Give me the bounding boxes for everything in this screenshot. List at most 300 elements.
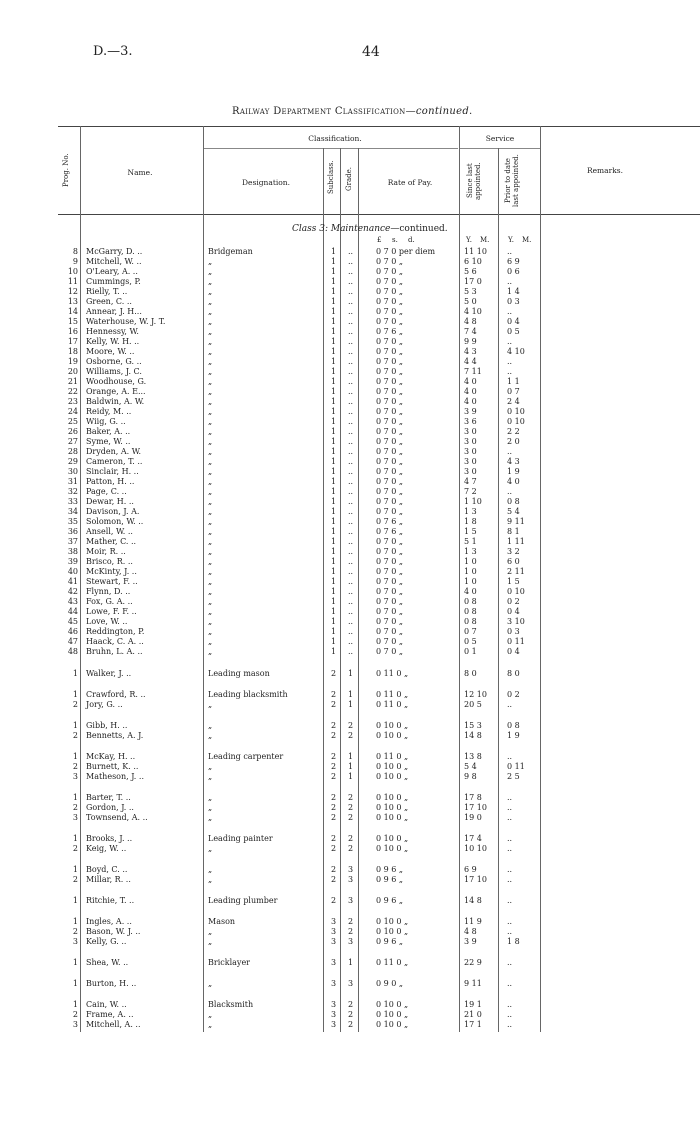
since-last-cell: 3 0: [464, 467, 477, 476]
name-cell: Page, C. ..: [86, 487, 127, 496]
subclass-cell: 2: [331, 803, 337, 812]
prog-no-cell: 14: [67, 307, 78, 316]
prior-to-date-cell: ..: [507, 277, 513, 286]
prog-no-cell: 26: [67, 427, 78, 436]
since-last-cell: 0 1: [464, 647, 477, 656]
rate-cell: 0 11 0 „: [376, 700, 409, 709]
grade-cell: ..: [348, 377, 354, 386]
table-row: [0, 567, 700, 577]
prog-no-cell: 3: [72, 772, 78, 781]
designation-cell: „: [208, 607, 213, 616]
table-row: [0, 752, 700, 762]
prior-to-date-cell: ..: [507, 917, 513, 926]
rate-cell: 0 7 0 „: [376, 587, 404, 596]
subclass-cell: 2: [331, 813, 337, 822]
grade-cell: ..: [348, 457, 354, 466]
prior-to-date-cell: ..: [507, 700, 513, 709]
page-number: 44: [362, 44, 380, 60]
designation-cell: „: [208, 487, 213, 496]
prior-to-date-cell: 0 4: [507, 607, 520, 616]
subclass-cell: 1: [331, 647, 337, 656]
prog-no-cell: 28: [67, 447, 78, 456]
rate-cell: 0 7 0 „: [376, 597, 404, 606]
rate-cell: 0 7 0 „: [376, 477, 404, 486]
table-row: [0, 917, 700, 927]
designation-cell: „: [208, 577, 213, 586]
prior-to-date-cell: ..: [507, 307, 513, 316]
rate-cell: 0 7 0 „: [376, 647, 404, 656]
grade-cell: 3: [348, 937, 354, 946]
prog-no-header: Prog. No.: [62, 153, 70, 187]
section-title-main: Class 3: Maintenance: [292, 224, 391, 234]
subclass-cell: 1: [331, 377, 337, 386]
name-cell: Shea, W. ..: [86, 958, 129, 967]
name-cell: Dewar, H. ..: [86, 497, 134, 506]
since-last-cell: 3 0: [464, 457, 477, 466]
table-row: [0, 865, 700, 875]
designation-cell: „: [208, 357, 213, 366]
subclass-cell: 1: [331, 247, 337, 256]
name-cell: Reidy, M. ..: [86, 407, 132, 416]
prog-no-cell: 33: [67, 497, 78, 506]
name-cell: Green, C. ..: [86, 297, 132, 306]
grade-cell: ..: [348, 507, 354, 516]
since-last-cell: 4 3: [464, 347, 477, 356]
subclass-cell: 3: [331, 917, 337, 926]
since-last-cell: 11 10: [464, 247, 487, 256]
table-row: [0, 627, 700, 637]
since-last-cell: 1 5: [464, 527, 477, 536]
since-last-header: Since last appointed.: [466, 162, 482, 200]
table-row: [0, 896, 700, 906]
since-last-cell: 11 9: [464, 917, 482, 926]
subclass-cell: 1: [331, 407, 337, 416]
grade-cell: ..: [348, 627, 354, 636]
prior-to-date-cell: 1 5: [507, 577, 520, 586]
subclass-cell: 3: [331, 979, 337, 988]
prog-no-cell: 43: [67, 597, 78, 606]
grade-cell: ..: [348, 277, 354, 286]
grade-cell: 2: [348, 1020, 354, 1029]
prior-to-date-cell: 0 10: [507, 417, 525, 426]
grade-cell: ..: [348, 617, 354, 626]
grade-cell: ..: [348, 327, 354, 336]
prior-to-date-cell: 6 0: [507, 557, 520, 566]
name-cell: Wiig, G. ..: [86, 417, 126, 426]
prog-no-cell: 2: [72, 927, 78, 936]
prog-no-cell: 47: [67, 637, 78, 646]
name-cell: Mather, C. ..: [86, 537, 137, 546]
grade-cell: ..: [348, 247, 354, 256]
designation-cell: „: [208, 762, 213, 771]
prog-no-cell: 24: [67, 407, 78, 416]
rate-cell: 0 7 0 „: [376, 547, 404, 556]
prior-to-date-cell: 4 10: [507, 347, 525, 356]
since-last-cell: 17 10: [464, 803, 487, 812]
since-last-cell: 9 8: [464, 772, 477, 781]
prior-to-date-cell: ..: [507, 793, 513, 802]
since-last-cell: 20 5: [464, 700, 482, 709]
table-row: [0, 307, 700, 317]
prior-to-date-cell: ..: [507, 1010, 513, 1019]
section-title: [292, 224, 448, 234]
name-cell: Cameron, T. ..: [86, 457, 143, 466]
rate-cell: 0 7 0 „: [376, 507, 404, 516]
since-last-cell: 9 9: [464, 337, 477, 346]
name-cell: Bason, W. J. ..: [86, 927, 141, 936]
rate-cell: 0 7 0 „: [376, 567, 404, 576]
table-row: [0, 617, 700, 627]
designation-cell: „: [208, 844, 213, 853]
table-row: [0, 637, 700, 647]
designation-cell: „: [208, 287, 213, 296]
table-row: [0, 772, 700, 782]
prog-no-cell: 40: [67, 567, 78, 576]
subclass-cell: 1: [331, 307, 337, 316]
since-last-cell: 17 0: [464, 277, 482, 286]
table-row: [0, 417, 700, 427]
name-cell: Townsend, A. ..: [86, 813, 148, 822]
prior-to-date-cell: 4 0: [507, 477, 520, 486]
grade-cell: ..: [348, 257, 354, 266]
table-row: [0, 875, 700, 885]
rate-cell: 0 11 0 „: [376, 669, 409, 678]
prior-to-date-cell: 3 10: [507, 617, 525, 626]
designation-cell: „: [208, 397, 213, 406]
grade-cell: ..: [348, 407, 354, 416]
prior-to-date-cell: 0 7: [507, 387, 520, 396]
prior-to-date-cell: ..: [507, 487, 513, 496]
prior-to-date-cell: 2 11: [507, 567, 525, 576]
prog-no-cell: 45: [67, 617, 78, 626]
designation-cell: „: [208, 507, 213, 516]
table-row: [0, 457, 700, 467]
prog-no-cell: 2: [72, 844, 78, 853]
rate-cell: 0 10 0 „: [376, 813, 409, 822]
since-last-cell: 5 1: [464, 537, 477, 546]
since-last-cell: 3 0: [464, 427, 477, 436]
grade-cell: ..: [348, 517, 354, 526]
since-last-cell: 1 0: [464, 557, 477, 566]
prior-to-date-cell: 2 4: [507, 397, 520, 406]
grade-cell: 1: [348, 752, 354, 761]
prior-to-date-cell: 5 4: [507, 507, 520, 516]
prior-to-date-cell: 3 2: [507, 547, 520, 556]
name-cell: Baker, A. ..: [86, 427, 131, 436]
subclass-cell: 1: [331, 317, 337, 326]
prior-to-date-cell: 0 3: [507, 297, 520, 306]
subclass-cell: 1: [331, 527, 337, 536]
grade-cell: 1: [348, 772, 354, 781]
name-cell: Fox, G. A. ..: [86, 597, 133, 606]
table-row: [0, 397, 700, 407]
table-row: [0, 700, 700, 710]
rate-cell: 0 9 6 „: [376, 875, 404, 884]
rate-cell: 0 7 0 „: [376, 427, 404, 436]
table-row: [0, 327, 700, 337]
rate-cell: 0 9 6 „: [376, 896, 404, 905]
prog-no-cell: 23: [67, 397, 78, 406]
designation-cell: „: [208, 937, 213, 946]
grade-cell: ..: [348, 427, 354, 436]
since-last-cell: 15 3: [464, 721, 482, 730]
prior-to-date-cell: ..: [507, 247, 513, 256]
rate-cell: 0 7 0 „: [376, 637, 404, 646]
table-row: [0, 377, 700, 387]
subclass-cell: 3: [331, 937, 337, 946]
prog-no-cell: 36: [67, 527, 78, 536]
designation-cell: „: [208, 337, 213, 346]
table-row: [0, 937, 700, 947]
subclass-cell: 1: [331, 577, 337, 586]
subclass-cell: 1: [331, 597, 337, 606]
since-last-cell: 4 0: [464, 387, 477, 396]
subclass-cell: 1: [331, 447, 337, 456]
grade-cell: ..: [348, 297, 354, 306]
rate-cell: 0 10 0 „: [376, 772, 409, 781]
prog-no-cell: 1: [72, 669, 78, 678]
since-last-cell: 14 8: [464, 731, 482, 740]
grade-cell: 3: [348, 865, 354, 874]
prog-no-cell: 3: [72, 813, 78, 822]
since-last-cell: 19 0: [464, 813, 482, 822]
name-cell: McKay, H. ..: [86, 752, 136, 761]
rate-cell: 0 7 0 „: [376, 437, 404, 446]
name-cell: Woodhouse, G.: [86, 377, 147, 386]
table-row: [0, 597, 700, 607]
name-cell: Patton, H. ..: [86, 477, 135, 486]
table-row: [0, 547, 700, 557]
since-last-cell: 5 3: [464, 287, 477, 296]
name-cell: Davison, J. A.: [86, 507, 140, 516]
prior-to-date-cell: 0 11: [507, 637, 525, 646]
prog-no-cell: 3: [72, 1020, 78, 1029]
rate-cell: 0 7 0 „: [376, 617, 404, 626]
prog-no-cell: 11: [67, 277, 78, 286]
since-last-cell: 4 8: [464, 317, 477, 326]
unit-pence: d.: [408, 236, 415, 244]
prior-to-date-cell: ..: [507, 447, 513, 456]
name-cell: Lowe, F. F. ..: [86, 607, 137, 616]
grade-cell: ..: [348, 597, 354, 606]
designation-cell: Bricklayer: [208, 958, 250, 967]
subclass-cell: 1: [331, 607, 337, 616]
since-last-cell: 17 4: [464, 834, 482, 843]
since-last-cell: 1 10: [464, 497, 482, 506]
table-row: [0, 387, 700, 397]
name-cell: Orange, A. E...: [86, 387, 146, 396]
prog-no-cell: 27: [67, 437, 78, 446]
grade-cell: 3: [348, 875, 354, 884]
since-last-cell: 8 0: [464, 669, 477, 678]
since-last-cell: 22 9: [464, 958, 482, 967]
name-cell: Gibb, H. ..: [86, 721, 128, 730]
grade-cell: 1: [348, 958, 354, 967]
name-cell: Kelly, W. H. ..: [86, 337, 140, 346]
name-cell: Rielly, T. ..: [86, 287, 128, 296]
rate-cell: 0 7 0 „: [376, 497, 404, 506]
name-cell: Bruhn, L. A. ..: [86, 647, 143, 656]
subclass-cell: 2: [331, 762, 337, 771]
name-cell: Syme, W. ..: [86, 437, 131, 446]
since-last-cell: 4 10: [464, 307, 482, 316]
table-title-main: Railway Department Classification: [232, 106, 406, 117]
prog-no-cell: 1: [72, 834, 78, 843]
prog-no-cell: 1: [72, 865, 78, 874]
designation-cell: „: [208, 457, 213, 466]
name-cell: Walker, J. ..: [86, 669, 132, 678]
prog-no-cell: 17: [67, 337, 78, 346]
subclass-cell: 1: [331, 427, 337, 436]
prior-to-date-cell: 0 2: [507, 597, 520, 606]
designation-cell: „: [208, 277, 213, 286]
designation-cell: Mason: [208, 917, 236, 926]
remarks-header: Remarks.: [586, 166, 624, 175]
since-last-cell: 3 6: [464, 417, 477, 426]
designation-cell: „: [208, 447, 213, 456]
grade-cell: ..: [348, 287, 354, 296]
rate-cell: 0 10 0 „: [376, 793, 409, 802]
rate-cell: 0 10 0 „: [376, 834, 409, 843]
rate-cell: 0 7 0 „: [376, 357, 404, 366]
grade-cell: ..: [348, 637, 354, 646]
since-last-cell: 5 6: [464, 267, 477, 276]
rate-of-pay-header: Rate of Pay.: [387, 178, 433, 187]
subclass-cell: 1: [331, 357, 337, 366]
prog-no-cell: 1: [72, 917, 78, 926]
rate-cell: 0 7 0 „: [376, 317, 404, 326]
table-row: [0, 407, 700, 417]
since-last-cell: 7 4: [464, 327, 477, 336]
rate-cell: 0 7 0 „: [376, 457, 404, 466]
table-row: [0, 257, 700, 267]
prog-no-cell: 48: [67, 647, 78, 656]
prog-no-cell: 32: [67, 487, 78, 496]
grade-cell: ..: [348, 447, 354, 456]
subclass-header: Subclass.: [327, 160, 335, 194]
prior-to-date-cell: 2 5: [507, 772, 520, 781]
subclass-cell: 1: [331, 437, 337, 446]
rate-cell: 0 7 0 „: [376, 417, 404, 426]
table-row: [0, 762, 700, 772]
subclass-cell: 1: [331, 287, 337, 296]
rate-cell: 0 10 0 „: [376, 1010, 409, 1019]
since-last-cell: 1 0: [464, 567, 477, 576]
name-cell: Cain, W. ..: [86, 1000, 127, 1009]
prior-to-date-cell: ..: [507, 834, 513, 843]
prog-no-cell: 8: [72, 247, 78, 256]
prior-to-date-cell: 0 4: [507, 647, 520, 656]
prior-to-date-cell: 8 0: [507, 669, 520, 678]
grade-cell: ..: [348, 587, 354, 596]
name-cell: Gordon, J. ..: [86, 803, 134, 812]
name-cell: Kelly, G. ..: [86, 937, 127, 946]
prog-no-cell: 35: [67, 517, 78, 526]
prog-no-cell: 21: [67, 377, 78, 386]
since-last-cell: 0 7: [464, 627, 477, 636]
prior-to-date-cell: 1 9: [507, 467, 520, 476]
prior-to-date-cell: 1 8: [507, 937, 520, 946]
designation-cell: Leading blacksmith: [208, 690, 288, 699]
since-last-cell: 0 8: [464, 617, 477, 626]
prior-to-date-cell: 6 9: [507, 257, 520, 266]
subclass-cell: 3: [331, 1000, 337, 1009]
prog-no-cell: 44: [67, 607, 78, 616]
prog-no-cell: 13: [67, 297, 78, 306]
name-cell: Brooks, J. ..: [86, 834, 133, 843]
prog-no-cell: 2: [72, 700, 78, 709]
grade-cell: 2: [348, 813, 354, 822]
subclass-cell: 3: [331, 1010, 337, 1019]
subclass-cell: 1: [331, 347, 337, 356]
subclass-cell: 1: [331, 627, 337, 636]
prior-to-date-cell: ..: [507, 337, 513, 346]
subclass-cell: 1: [331, 477, 337, 486]
since-last-cell: 10 10: [464, 844, 487, 853]
grade-cell: ..: [348, 317, 354, 326]
prior-to-date-cell: ..: [507, 875, 513, 884]
subclass-cell: 1: [331, 537, 337, 546]
rate-cell: 0 7 6 „: [376, 517, 404, 526]
name-cell: Burton, H. ..: [86, 979, 137, 988]
subclass-cell: 2: [331, 834, 337, 843]
rate-cell: 0 9 6 „: [376, 865, 404, 874]
subclass-cell: 1: [331, 337, 337, 346]
table-row: [0, 1000, 700, 1010]
table-row: [0, 607, 700, 617]
prog-no-cell: 37: [67, 537, 78, 546]
prior-to-date-cell: ..: [507, 752, 513, 761]
subclass-cell: 3: [331, 1020, 337, 1029]
prior-to-date-cell: 0 8: [507, 497, 520, 506]
grade-cell: ..: [348, 647, 354, 656]
prog-no-cell: 1: [72, 979, 78, 988]
unit-shillings: s.: [392, 236, 398, 244]
table-row: [0, 527, 700, 537]
prog-no-cell: 16: [67, 327, 78, 336]
table-row: [0, 1010, 700, 1020]
since-last-cell: 3 9: [464, 937, 477, 946]
prior-to-date-cell: 0 11: [507, 762, 525, 771]
subclass-cell: 1: [331, 327, 337, 336]
prior-to-date-cell: 1 9: [507, 731, 520, 740]
table-row: [0, 793, 700, 803]
prior-to-date-cell: 0 10: [507, 587, 525, 596]
since-last-cell: 17 8: [464, 793, 482, 802]
rate-cell: 0 7 0 „: [376, 387, 404, 396]
grade-cell: 2: [348, 803, 354, 812]
prior-to-date-cell: ..: [507, 803, 513, 812]
since-last-cell: 17 1: [464, 1020, 482, 1029]
since-last-cell: 5 4: [464, 762, 477, 771]
grade-cell: ..: [348, 417, 354, 426]
subclass-cell: 1: [331, 557, 337, 566]
designation-cell: „: [208, 267, 213, 276]
subclass-cell: 1: [331, 397, 337, 406]
table-row: [0, 287, 700, 297]
name-cell: O'Leary, A. ..: [86, 267, 138, 276]
header-bottom-rule: [58, 214, 700, 215]
prog-no-cell: 25: [67, 417, 78, 426]
name-cell: McKinty, J. ..: [86, 567, 137, 576]
table-row: [0, 497, 700, 507]
name-cell: Dryden, A. W.: [86, 447, 142, 456]
since-last-cell: 5 0: [464, 297, 477, 306]
rate-cell: 0 7 0 „: [376, 557, 404, 566]
name-cell: Crawford, R. ..: [86, 690, 146, 699]
table-row: [0, 979, 700, 989]
table-row: [0, 587, 700, 597]
